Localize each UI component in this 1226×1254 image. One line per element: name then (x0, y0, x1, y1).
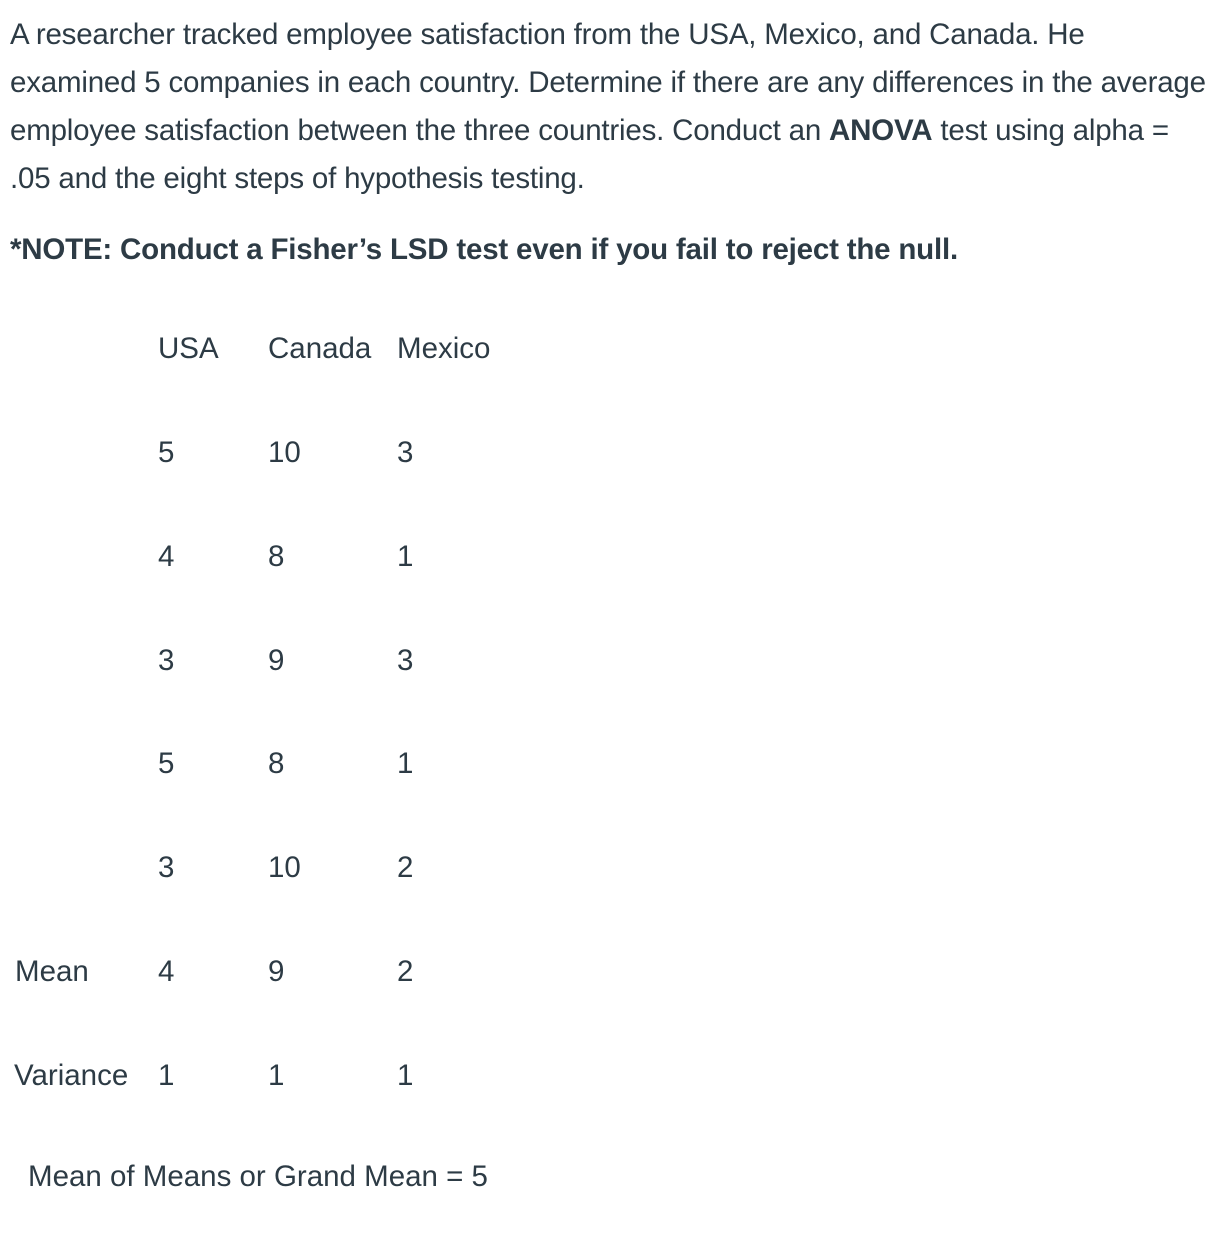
mean-label: Mean (15, 955, 89, 988)
problem-statement (10, 11, 1215, 203)
mean-canada: 9 (268, 955, 285, 988)
variance-mexico: 1 (397, 1059, 414, 1092)
cell-usa-2: 4 (158, 540, 175, 573)
cell-canada-2: 8 (268, 540, 285, 573)
problem-outro: test using alpha = .05 and the eight steps of hypothesis testing. (10, 114, 1169, 195)
cell-mexico-1: 3 (397, 436, 414, 469)
grand-mean: Mean of Means or Grand Mean = 5 (28, 1160, 488, 1193)
problem-intro: A researcher tracked employee satisfaction from the USA, Mexico, and Canada. He examined 5 companies in each country. Determine if there are any differences in the average employee satisfaction between the three countries. Conduct an (10, 18, 1206, 147)
anova-term: ANOVA (829, 114, 933, 147)
variance-canada: 1 (268, 1059, 285, 1092)
header-usa: USA (158, 332, 219, 365)
mean-usa: 4 (158, 955, 175, 988)
cell-canada-4: 8 (268, 747, 285, 780)
cell-usa-3: 3 (158, 644, 175, 677)
cell-canada-5: 10 (268, 851, 301, 884)
mean-mexico: 2 (397, 955, 414, 988)
variance-label: Variance (14, 1059, 129, 1092)
variance-usa: 1 (158, 1059, 175, 1092)
header-canada: Canada (268, 332, 372, 365)
cell-mexico-5: 2 (397, 851, 414, 884)
cell-mexico-2: 1 (397, 540, 414, 573)
header-mexico: Mexico (397, 332, 491, 365)
cell-usa-4: 5 (158, 747, 175, 780)
cell-mexico-3: 3 (397, 644, 414, 677)
cell-canada-3: 9 (268, 644, 285, 677)
cell-canada-1: 10 (268, 436, 301, 469)
note-text: *NOTE: Conduct a Fisher’s LSD test even if you fail to reject the null. (10, 233, 958, 266)
cell-usa-1: 5 (158, 436, 175, 469)
cell-mexico-4: 1 (397, 747, 414, 780)
cell-usa-5: 3 (158, 851, 175, 884)
